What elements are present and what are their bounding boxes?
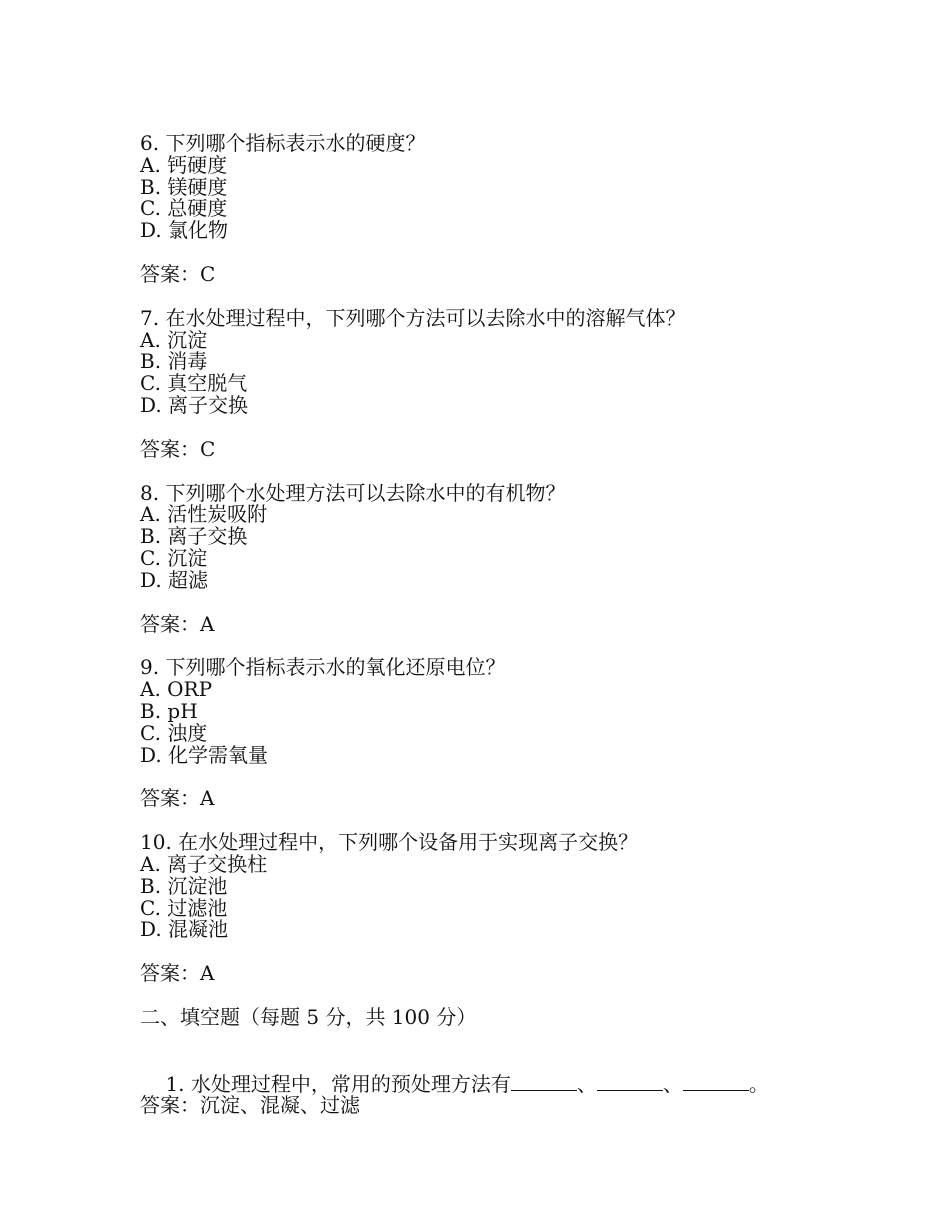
option-b: B. 镁硬度: [140, 174, 228, 199]
option-d: D. 混凝池: [140, 917, 229, 942]
section-title: 二、填空题（每题 5 分，共 100 分）: [140, 1004, 477, 1029]
question-stem: 6. 下列哪个指标表示水的硬度？: [140, 131, 426, 155]
option-c: C. 浊度: [140, 720, 208, 745]
question-stem: 9. 下列哪个指标表示水的氧化还原电位？: [140, 655, 506, 680]
option-a: A. 钙硬度: [140, 152, 228, 177]
answer-line: 答案：A: [140, 961, 215, 986]
option-a: A. 离子交换柱: [140, 851, 268, 876]
fill-blank-question: [140, 1051, 900, 1096]
option-c: C. 过滤池: [140, 895, 228, 920]
blank-3: [683, 1073, 749, 1091]
option-c: C. 沉淀: [140, 545, 208, 570]
question-block: [140, 305, 900, 461]
blank-2: [597, 1073, 663, 1091]
answer-line: 答案：C: [140, 261, 216, 286]
blank-1: [511, 1073, 577, 1091]
option-b: B. 沉淀池: [140, 873, 228, 898]
answer-line: 答案：A: [140, 611, 215, 636]
option-a: A. ORP: [140, 677, 213, 702]
option-b: B. 消毒: [140, 349, 208, 374]
option-d: D. 离子交换: [140, 392, 249, 417]
question-stem: 7. 在水处理过程中，下列哪个方法可以去除水中的溶解气体？: [140, 305, 686, 330]
option-c: C. 总硬度: [140, 196, 228, 221]
question-stem: 8. 下列哪个水处理方法可以去除水中的有机物？: [140, 480, 566, 505]
option-d: D. 化学需氧量: [140, 742, 269, 767]
option-b: B. pH: [140, 698, 198, 723]
question-block: [140, 480, 900, 636]
option-a: A. 活性炭吸附: [140, 502, 268, 527]
fill-question-text: 1. 水处理过程中，常用的预处理方法有: [165, 1071, 511, 1096]
option-c: C. 真空脱气: [140, 371, 248, 396]
option-b: B. 离子交换: [140, 524, 248, 549]
answer-line: 答案：沉淀、混凝、过滤: [140, 1092, 360, 1117]
blank-separator: 、: [662, 1071, 683, 1096]
document-page: [140, 133, 900, 1116]
question-block: [140, 133, 900, 286]
question-stem: 10. 在水处理过程中，下列哪个设备用于实现离子交换？: [140, 830, 639, 855]
answer-line: 答案：C: [140, 436, 216, 461]
blank-separator: 、: [576, 1071, 597, 1096]
option-d: D. 氯化物: [140, 218, 229, 243]
question-block: [140, 832, 900, 985]
option-d: D. 超滤: [140, 567, 209, 592]
option-a: A. 沉淀: [140, 327, 208, 352]
question-block: [140, 657, 900, 810]
answer-line: 答案：A: [140, 786, 215, 811]
question-end: 。: [748, 1071, 769, 1096]
